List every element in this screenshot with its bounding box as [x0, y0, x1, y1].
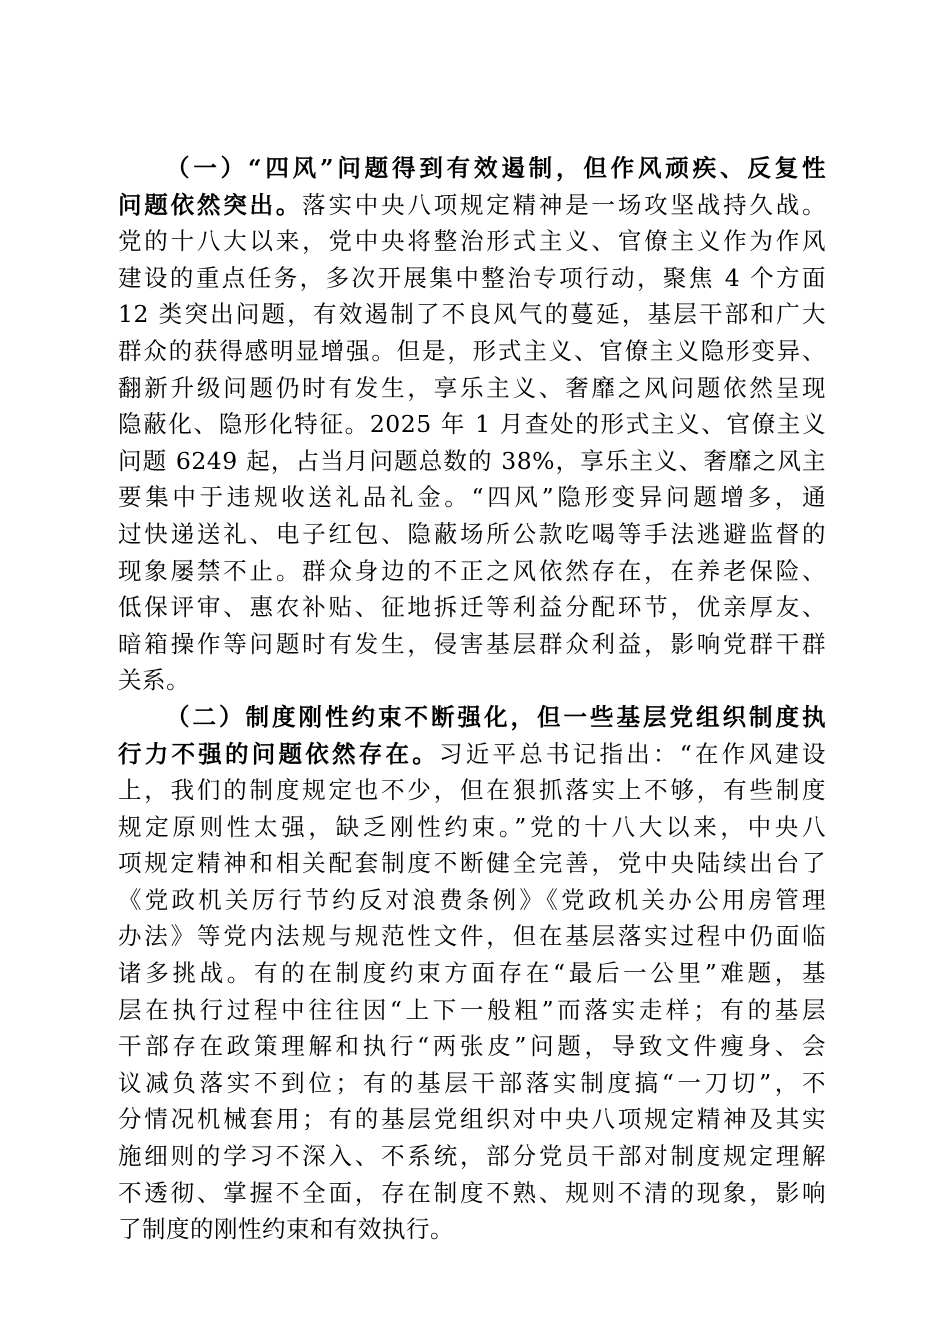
- paragraph-line: 了制度的刚性约束和有效执行。: [118, 1215, 454, 1244]
- section1-line-2: [118, 187, 826, 224]
- section2-heading-line: （二）制度刚性约束不断强化，但一些基层党组织制度执: [166, 702, 826, 731]
- paragraph-line: 建设的重点任务，多次开展集中整治专项行动，聚焦 4 个方面: [118, 263, 826, 292]
- paragraph-line: 干部存在政策理解和执行“两张皮”问题，导致文件瘦身、会: [118, 1032, 826, 1061]
- paragraph-line: 不透彻、掌握不全面，存在制度不熟、规则不清的现象，影响: [118, 1178, 826, 1207]
- paragraph-line: 分情况机械套用；有的基层党组织对中央八项规定精神及其实: [118, 1105, 826, 1134]
- section2-line-2: [118, 736, 826, 773]
- paragraph-line: 关系。: [118, 666, 190, 695]
- paragraph-line: 《党政机关厉行节约反对浪费条例》《党政机关办公用房管理: [118, 885, 826, 914]
- section2-heading-tail: 行力不强的问题依然存在。: [118, 739, 439, 768]
- paragraph-line: 层在执行过程中往往因“上下一般粗”而落实走样；有的基层: [118, 995, 826, 1024]
- paragraph-line: 议减负落实不到位；有的基层干部落实制度搞“一刀切”，不: [118, 1068, 826, 1097]
- paragraph-line: 暗箱操作等问题时有发生，侵害基层群众利益，影响党群干群: [118, 629, 826, 658]
- paragraph-line: 问题 6249 起，占当月问题总数的 38%，享乐主义、奢靡之风主: [118, 446, 826, 475]
- section1-heading-line: （一）“四风”问题得到有效遏制，但作风顽疾、反复性: [166, 154, 826, 182]
- paragraph-line: 现象屡禁不止。群众身边的不正之风依然存在，在养老保险、: [118, 556, 826, 585]
- paragraph-line: 12 类突出问题，有效遏制了不良风气的蔓延，基层干部和广大: [118, 300, 826, 329]
- paragraph-line: 项规定精神和相关配套制度不断健全完善，党中央陆续出台了: [118, 849, 826, 878]
- paragraph-line: 低保评审、惠农补贴、征地拆迁等利益分配环节，优亲厚友、: [118, 593, 826, 622]
- paragraph-line: 规定原则性太强，缺乏刚性约束。”党的十八大以来，中央八: [118, 812, 826, 841]
- paragraph-line: 翻新升级问题仍时有发生，享乐主义、奢靡之风问题依然呈现: [118, 373, 826, 402]
- paragraph-line: 诸多挑战。有的在制度约束方面存在“最后一公里”难题，基: [118, 959, 826, 988]
- paragraph-line: 办法》等党内法规与规范性文件，但在基层落实过程中仍面临: [118, 922, 826, 951]
- paragraph-line: 上，我们的制度规定也不少，但在狠抓落实上不够，有些制度: [118, 776, 826, 805]
- paragraph-line: 党的十八大以来，党中央将整治形式主义、官僚主义作为作风: [118, 227, 826, 256]
- paragraph-line: 施细则的学习不深入、不系统，部分党员干部对制度规定理解: [118, 1142, 826, 1171]
- paragraph-line: 隐蔽化、隐形化特征。2025 年 1 月查处的形式主义、官僚主义: [118, 410, 826, 439]
- paragraph-line: 要集中于违规收送礼品礼金。“四风”隐形变异问题增多，通: [118, 483, 826, 512]
- paragraph-line: 群众的获得感明显增强。但是，形式主义、官僚主义隐形变异、: [118, 336, 826, 365]
- section1-line-2-text: 落实中央八项规定精神是一场攻坚战持久战。: [302, 190, 827, 219]
- section2-line-2-text: 习近平总书记指出：“在作风建设: [439, 739, 827, 768]
- section1-heading-tail: 问题依然突出。: [118, 190, 303, 219]
- paragraph-line: 过快递送礼、电子红包、隐蔽场所公款吃喝等手法逃避监督的: [118, 519, 826, 548]
- body-text: [118, 150, 826, 1248]
